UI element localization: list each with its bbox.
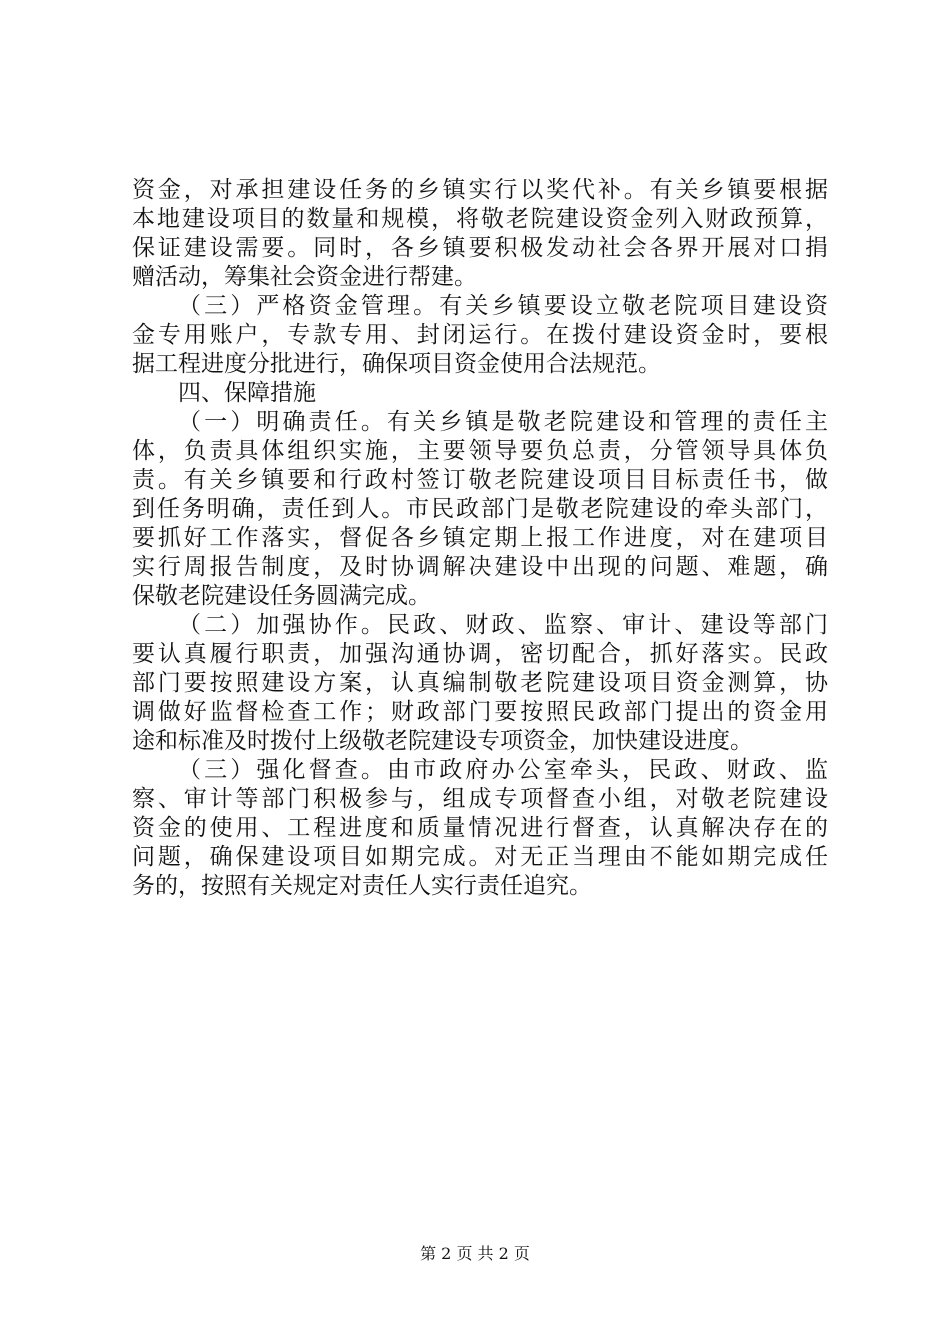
text-line: 责。有关乡镇要和行政村签订敬老院建设项目目标责任书，做	[132, 467, 828, 493]
text-line: 资金的使用、工程进度和质量情况进行督查，认真解决存在的	[132, 815, 828, 841]
text-line: 本地建设项目的数量和规模，将敬老院建设资金列入财政预算，	[132, 206, 828, 232]
text-line: 保敬老院建设任务圆满完成。	[132, 583, 431, 609]
text-line: （二）加强协作。民政、财政、监察、审计、建设等部门	[178, 612, 828, 638]
text-line: 要抓好工作落实，督促各乡镇定期上报工作进度，对在建项目	[132, 525, 828, 551]
text-line: 体，负责具体组织实施，主要领导要负总责，分管领导具体负	[132, 438, 828, 464]
text-line: （三）严格资金管理。有关乡镇要设立敬老院项目建设资	[178, 293, 828, 319]
text-line: 资金，对承担建设任务的乡镇实行以奖代补。有关乡镇要根据	[132, 177, 828, 203]
page-footer	[0, 1244, 950, 1264]
text-line: 问题，确保建设项目如期完成。对无正当理由不能如期完成任	[132, 844, 828, 870]
text-line: 据工程进度分批进行，确保项目资金使用合法规范。	[132, 351, 661, 377]
text-line: 务的，按照有关规定对责任人实行责任追究。	[132, 873, 592, 899]
text-line: 实行周报告制度，及时协调解决建设中出现的问题、难题，确	[132, 554, 828, 580]
text-line: 保证建设需要。同时，各乡镇要积极发动社会各界开展对口捐	[132, 235, 828, 261]
text-line: 金专用账户，专款专用、封闭运行。在拨付建设资金时，要根	[132, 322, 828, 348]
text-line: （三）强化督查。由市政府办公室牵头，民政、财政、监	[178, 757, 828, 783]
text-line: 察、审计等部门积极参与，组成专项督查小组，对敬老院建设	[132, 786, 828, 812]
text-line: 途和标准及时拨付上级敬老院建设专项资金，加快建设进度。	[132, 728, 753, 754]
text-line: （一）明确责任。有关乡镇是敬老院建设和管理的责任主	[178, 409, 828, 435]
page-number-label: 第 2 页 共 2 页	[420, 1244, 530, 1263]
text-line: 调做好监督检查工作；财政部门要按照民政部门提出的资金用	[132, 699, 828, 725]
text-line: 到任务明确，责任到人。市民政部门是敬老院建设的牵头部门，	[132, 496, 828, 522]
text-line: 部门要按照建设方案，认真编制敬老院建设项目资金测算，协	[132, 670, 828, 696]
body-text	[132, 176, 828, 901]
text-line: 赠活动，筹集社会资金进行帮建。	[132, 264, 477, 290]
section-heading: 四、保障措施	[178, 380, 316, 406]
text-line: 要认真履行职责，加强沟通协调，密切配合，抓好落实。民政	[132, 641, 828, 667]
